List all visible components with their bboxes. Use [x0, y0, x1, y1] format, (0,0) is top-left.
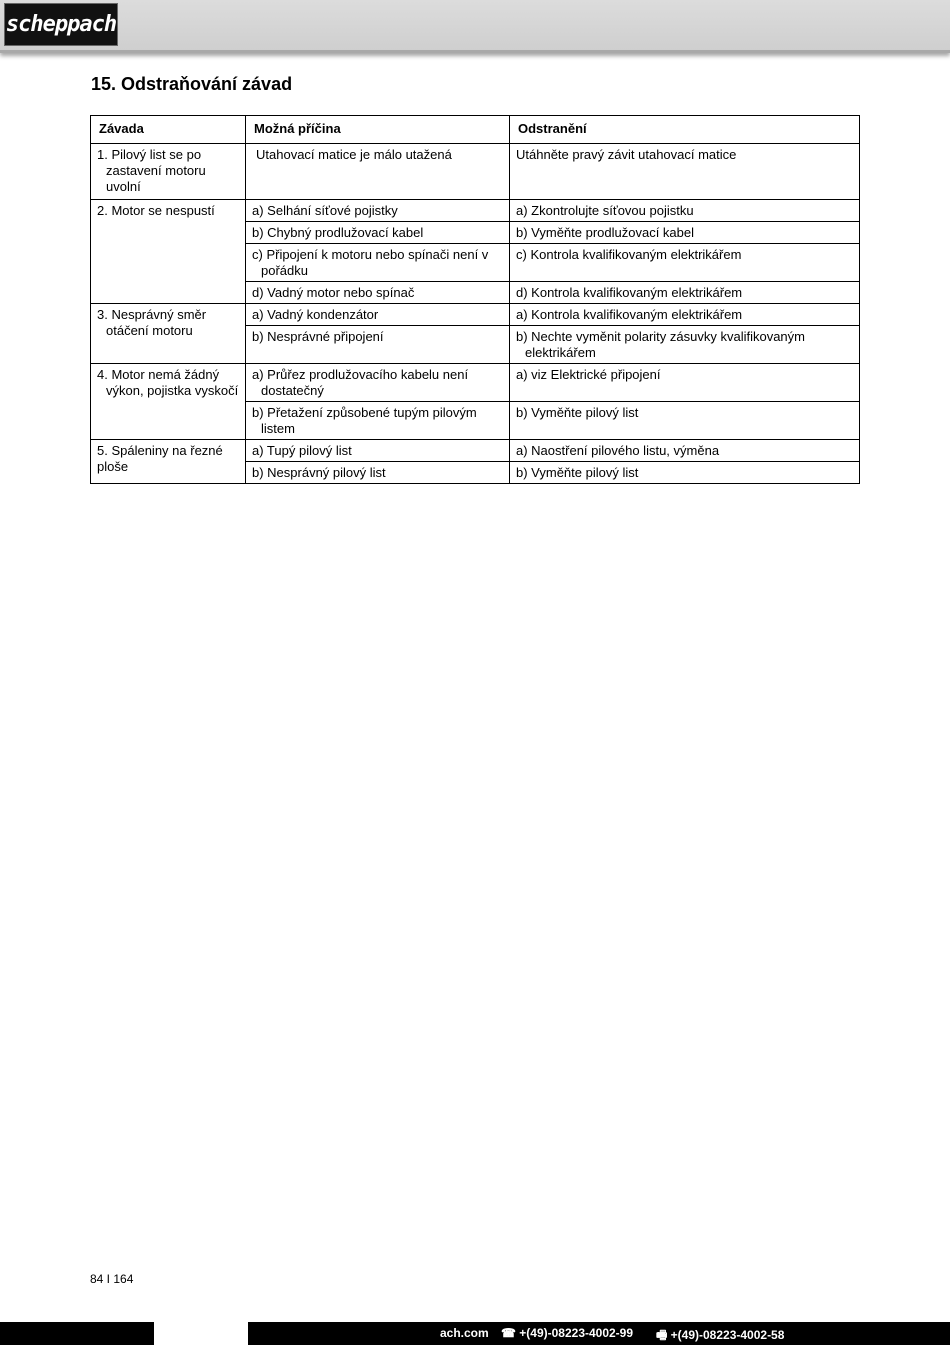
footer-bar [248, 1322, 950, 1345]
fault-cell: 4. Motor nemá žádný výkon, pojistka vyskočí [91, 364, 246, 440]
fault-cell: 2. Motor se nespustí [91, 200, 246, 304]
fault-cell: 5. Spáleniny na řezné ploše [91, 440, 246, 484]
fault-cell: 3. Nesprávný směr otáčení motoru [91, 304, 246, 364]
remedy-cell: d) Kontrola kvalifikovaným elektrikářem [510, 282, 860, 304]
remedy-cell: Utáhněte pravý závit utahovací matice [510, 144, 860, 200]
remedy-cell: a) viz Elektrické připojení [510, 364, 860, 402]
cause-cell: a) Průřez prodlužovacího kabelu není dostatečný [246, 364, 510, 402]
footer-phone: ☎ +(49)-08223-4002-99 [501, 1326, 634, 1340]
cause-cell: b) Nesprávný pilový list [246, 462, 510, 484]
table-header-row [91, 116, 860, 144]
cause-cell: Utahovací matice je málo utažená [246, 144, 510, 200]
remedy-cell: a) Naostření pilového listu, výměna [510, 440, 860, 462]
cause-cell: d) Vadný motor nebo spínač [246, 282, 510, 304]
remedy-cell: b) Vyměňte prodlužovací kabel [510, 222, 860, 244]
page-number: 84 I 164 [90, 1272, 134, 1286]
cause-cell: b) Nesprávné připojení [246, 326, 510, 364]
cause-cell: b) Přetažení způsobené tupým pilovým listem [246, 402, 510, 440]
logo-text: scheppach [5, 12, 117, 37]
header-remedy: Odstranění [510, 116, 860, 144]
header-cause: Možná příčina [246, 116, 510, 144]
remedy-cell: a) Zkontrolujte síťovou pojistku [510, 200, 860, 222]
table-row [91, 364, 860, 402]
footer-website: ach.com [440, 1326, 489, 1340]
remedy-cell: c) Kontrola kvalifikovaným elektrikářem [510, 244, 860, 282]
remedy-cell: b) Vyměňte pilový list [510, 462, 860, 484]
table-row [91, 440, 860, 462]
section-title: 15. Odstraňování závad [91, 74, 293, 94]
cause-cell: a) Selhání síťové pojistky [246, 200, 510, 222]
remedy-cell: b) Nechte vyměnit polarity zásuvky kvalifikovaným elektrikářem [510, 326, 860, 364]
scheppach-logo [4, 3, 118, 46]
table-row [91, 304, 860, 326]
cause-cell: a) Tupý pilový list [246, 440, 510, 462]
fault-cell: 1. Pilový list se po zastavení motoru uvolní [91, 144, 246, 200]
table-row [91, 144, 860, 200]
remedy-cell: a) Kontrola kvalifikovaným elektrikářem [510, 304, 860, 326]
footer-bar-left [0, 1322, 154, 1345]
header-bar [0, 0, 950, 53]
cause-cell: b) Chybný prodlužovací kabel [246, 222, 510, 244]
table-row [91, 200, 860, 222]
remedy-cell: b) Vyměňte pilový list [510, 402, 860, 440]
header-fault: Závada [91, 116, 246, 144]
footer-fax: 🖷 +(49)-08223-4002-58 [656, 1328, 785, 1342]
cause-cell: a) Vadný kondenzátor [246, 304, 510, 326]
troubleshooting-table [90, 115, 860, 484]
cause-cell: c) Připojení k motoru nebo spínači není v pořádku [246, 244, 510, 282]
